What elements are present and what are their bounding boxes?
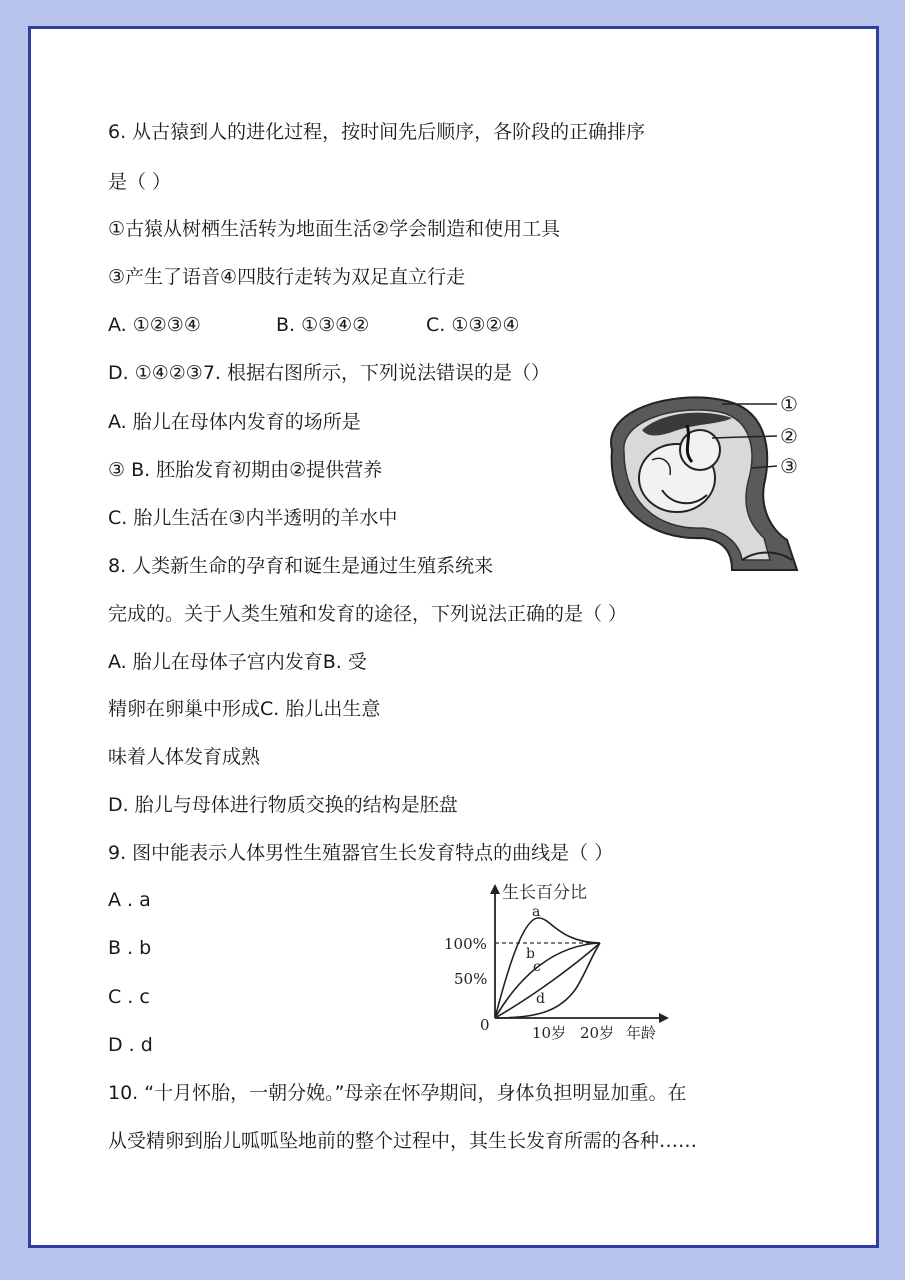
q10-line2: 从受精卵到胎儿呱呱坠地前的整个过程中，其生长发育所需的各种……: [108, 1130, 698, 1152]
chart-xlabel: 年龄: [626, 1024, 657, 1042]
curve-d: [495, 943, 600, 1018]
q9-option-c: C . c: [108, 986, 150, 1008]
q6-stem-line1: 6. 从古猿到人的进化过程，按时间先后顺序，各阶段的正确排序: [108, 121, 646, 143]
q8-option-d: D. 胎儿与母体进行物质交换的结构是胚盘: [108, 794, 458, 816]
q6-option-d-q7-stem: D. ①④②③7. 根据右图所示，下列说法错误的是（）: [108, 362, 551, 384]
figure-label-1: ①: [780, 392, 798, 416]
q6-item-line2: ③产生了语音④四肢行走转为双足直立行走: [108, 266, 466, 288]
q8-stem-line1: 8. 人类新生命的孕育和诞生是通过生殖系统来: [108, 555, 494, 577]
curve-label-c: c: [533, 959, 541, 975]
x-tick-20: 20岁: [580, 1024, 615, 1042]
growth-curve-figure: [440, 880, 675, 1050]
q6-options-abc: [108, 313, 519, 337]
y-tick-100: 100%: [444, 935, 487, 953]
q6-item-line1: ①古猿从树栖生活转为地面生活②学会制造和使用工具: [108, 218, 561, 240]
q7-option-a: A. 胎儿在母体内发育的场所是: [108, 411, 361, 433]
q6-option-c: C. ①③②④: [426, 314, 520, 336]
x-tick-10: 10岁: [532, 1024, 567, 1042]
q7-option-c: C. 胎儿生活在③内半透明的羊水中: [108, 507, 398, 529]
curve-b: [495, 943, 600, 1018]
q7-option-b: ③ B. 胚胎发育初期由②提供营养: [108, 459, 383, 481]
worksheet-page: [28, 26, 879, 1248]
curve-a: [495, 918, 600, 1018]
q6-stem-line2: 是（ ）: [108, 171, 172, 193]
figure-label-3: ③: [780, 454, 798, 478]
q10-line1: 10. “十月怀胎，一朝分娩。”母亲在怀孕期间，身体负担明显加重。在: [108, 1082, 687, 1104]
chart-origin: 0: [480, 1016, 490, 1034]
q9-option-b: B . b: [108, 937, 152, 959]
curve-label-d: d: [536, 991, 545, 1007]
uterus-fetus-figure: [592, 390, 822, 575]
q8-option-b: 精卵在卵巢中形成C. 胎儿出生意: [108, 698, 381, 720]
q8-stem-line2: 完成的。关于人类生殖和发育的途径，下列说法正确的是（ ）: [108, 603, 628, 625]
curve-label-b: b: [526, 946, 535, 962]
q6-option-a: A. ①②③④: [108, 314, 201, 336]
q8-option-c: 味着人体发育成熟: [108, 746, 261, 768]
figure-label-2: ②: [780, 424, 798, 448]
curve-c: [495, 943, 600, 1018]
curve-label-a: a: [532, 904, 541, 920]
q9-option-a: A . a: [108, 889, 151, 911]
q9-option-d: D . d: [108, 1034, 153, 1056]
q9-stem: 9. 图中能表示人体男性生殖器官生长发育特点的曲线是（ ）: [108, 842, 614, 864]
q8-option-a: A. 胎儿在母体子宫内发育B. 受: [108, 651, 367, 673]
chart-ylabel: 生长百分比: [502, 883, 587, 903]
y-tick-50: 50%: [454, 970, 488, 988]
q6-option-b: B. ①③④②: [276, 314, 370, 336]
